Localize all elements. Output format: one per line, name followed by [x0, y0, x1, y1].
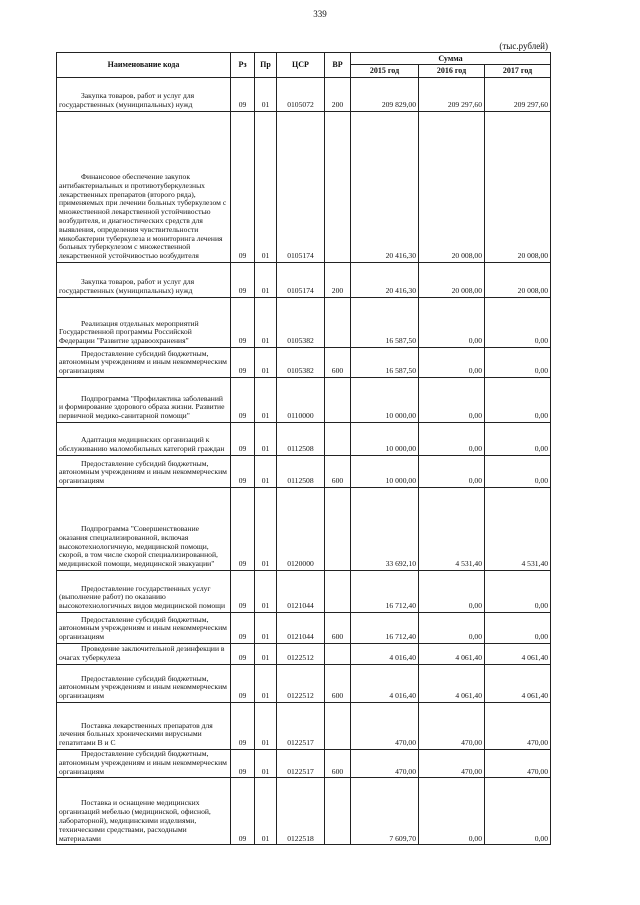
header-pr: Пр [255, 53, 277, 78]
row-pr: 01 [255, 488, 277, 571]
row-csr: 0121044 [277, 613, 325, 644]
row-name: Предоставление субсидий бюджетным, автономным учреждениям и иным некоммерческим организациям [59, 673, 227, 701]
row-value-2017: 0,00 [485, 423, 551, 456]
header-rz: Рз [231, 53, 255, 78]
table-row [57, 613, 551, 644]
row-rz: 09 [231, 378, 255, 423]
row-vr [325, 488, 351, 571]
row-rz: 09 [231, 665, 255, 703]
row-name-cell [57, 613, 231, 644]
header-vr: ВР [325, 53, 351, 78]
table-row [57, 571, 551, 613]
row-rz: 09 [231, 456, 255, 488]
row-name-cell [57, 750, 231, 778]
row-name: Подпрограмма "Профилактика заболеваний и формирование здорового образа жизни. Развитие первичной медико-санитарной помощи" [59, 393, 225, 421]
row-csr: 0105072 [277, 78, 325, 112]
table-row [57, 263, 551, 298]
row-value-2015: 7 609,70 [351, 778, 419, 845]
table-row [57, 378, 551, 423]
row-value-2016: 4 061,40 [419, 644, 485, 665]
header-year-2015: 2015 год [351, 65, 419, 78]
row-name: Предоставление субсидий бюджетным, автономным учреждениям и иным некоммерческим организациям [59, 348, 227, 376]
row-value-2016: 0,00 [419, 348, 485, 378]
table-row [57, 348, 551, 378]
row-name: Предоставление субсидий бюджетным, автономным учреждениям и иным некоммерческим организациям [59, 458, 227, 486]
table-row [57, 78, 551, 112]
row-pr: 01 [255, 644, 277, 665]
row-vr [325, 298, 351, 348]
row-rz: 09 [231, 778, 255, 845]
row-value-2017: 470,00 [485, 750, 551, 778]
row-name-cell [57, 456, 231, 488]
row-vr: 600 [325, 613, 351, 644]
row-vr: 600 [325, 665, 351, 703]
row-value-2016: 20 008,00 [419, 263, 485, 298]
row-csr: 0105382 [277, 348, 325, 378]
row-csr: 0122517 [277, 703, 325, 750]
row-csr: 0112508 [277, 423, 325, 456]
row-name-cell [57, 571, 231, 613]
row-name: Реализация отдельных мероприятий Государственной программы Российской Федерации "Развитие здравоохранения" [59, 318, 199, 346]
header-sum: Сумма [351, 53, 551, 65]
row-vr: 600 [325, 456, 351, 488]
row-value-2017: 470,00 [485, 703, 551, 750]
row-csr: 0110000 [277, 378, 325, 423]
table-row [57, 778, 551, 845]
row-value-2015: 10 000,00 [351, 456, 419, 488]
row-name-cell [57, 665, 231, 703]
row-rz: 09 [231, 571, 255, 613]
row-name: Закупка товаров, работ и услуг для государственных (муниципальных) нужд [59, 91, 195, 110]
row-name-cell [57, 378, 231, 423]
row-rz: 09 [231, 644, 255, 665]
row-vr [325, 644, 351, 665]
row-value-2017: 0,00 [485, 571, 551, 613]
row-rz: 09 [231, 348, 255, 378]
budget-table [56, 52, 551, 845]
row-value-2017: 4 061,40 [485, 665, 551, 703]
row-value-2017: 209 297,60 [485, 78, 551, 112]
row-name-cell [57, 644, 231, 665]
row-value-2016: 4 531,40 [419, 488, 485, 571]
row-value-2015: 16 587,50 [351, 348, 419, 378]
row-name: Предоставление государственных услуг (выполнение работ) по оказанию высокотехнологичных видов медицинской помощи [59, 583, 226, 611]
table-row [57, 750, 551, 778]
row-csr: 0105174 [277, 263, 325, 298]
table-row [57, 703, 551, 750]
row-name: Закупка товаров, работ и услуг для государственных (муниципальных) нужд [59, 277, 195, 296]
row-csr: 0122518 [277, 778, 325, 845]
row-vr [325, 778, 351, 845]
row-value-2016: 0,00 [419, 298, 485, 348]
row-vr [325, 423, 351, 456]
row-vr [325, 571, 351, 613]
row-name-cell [57, 703, 231, 750]
row-value-2015: 33 692,10 [351, 488, 419, 571]
row-name-cell [57, 78, 231, 112]
row-csr: 0105382 [277, 298, 325, 348]
row-value-2017: 4 061,40 [485, 644, 551, 665]
table-row [57, 112, 551, 263]
row-value-2015: 4 016,40 [351, 644, 419, 665]
row-csr: 0112508 [277, 456, 325, 488]
row-value-2015: 16 712,40 [351, 613, 419, 644]
row-name: Предоставление субсидий бюджетным, автономным учреждениям и иным некоммерческим организациям [59, 614, 227, 642]
table-row [57, 423, 551, 456]
row-value-2015: 10 000,00 [351, 378, 419, 423]
row-pr: 01 [255, 613, 277, 644]
row-csr: 0122512 [277, 665, 325, 703]
row-name-cell [57, 488, 231, 571]
row-pr: 01 [255, 778, 277, 845]
row-pr: 01 [255, 423, 277, 456]
table-row [57, 644, 551, 665]
row-vr: 200 [325, 263, 351, 298]
row-value-2017: 0,00 [485, 456, 551, 488]
row-value-2015: 16 587,50 [351, 298, 419, 348]
row-value-2015: 20 416,30 [351, 112, 419, 263]
row-pr: 01 [255, 78, 277, 112]
row-value-2015: 470,00 [351, 703, 419, 750]
row-vr [325, 112, 351, 263]
table-row [57, 665, 551, 703]
row-rz: 09 [231, 488, 255, 571]
row-value-2016: 209 297,60 [419, 78, 485, 112]
row-vr: 600 [325, 750, 351, 778]
row-vr [325, 378, 351, 423]
row-csr: 0120000 [277, 488, 325, 571]
row-value-2017: 20 008,00 [485, 112, 551, 263]
header-name: Наименование кода [57, 53, 231, 78]
header-csr: ЦСР [277, 53, 325, 78]
row-value-2017: 0,00 [485, 778, 551, 845]
row-value-2017: 0,00 [485, 613, 551, 644]
row-pr: 01 [255, 571, 277, 613]
row-value-2016: 470,00 [419, 703, 485, 750]
row-value-2017: 0,00 [485, 378, 551, 423]
row-value-2016: 0,00 [419, 378, 485, 423]
row-pr: 01 [255, 703, 277, 750]
row-value-2016: 0,00 [419, 456, 485, 488]
row-value-2016: 0,00 [419, 423, 485, 456]
table-row [57, 488, 551, 571]
units-label: (тыс.рублей) [499, 41, 548, 51]
row-value-2016: 0,00 [419, 778, 485, 845]
row-csr: 0122512 [277, 644, 325, 665]
row-pr: 01 [255, 263, 277, 298]
table-row [57, 456, 551, 488]
row-name-cell [57, 112, 231, 263]
row-pr: 01 [255, 665, 277, 703]
row-value-2015: 16 712,40 [351, 571, 419, 613]
row-name: Адаптация медицинских организаций к обслуживанию маломобильных категорий граждан [59, 435, 225, 454]
row-value-2015: 209 829,00 [351, 78, 419, 112]
row-csr: 0105174 [277, 112, 325, 263]
row-name: Предоставление субсидий бюджетным, автономным учреждениям и иным некоммерческим организациям [59, 749, 227, 776]
row-name-cell [57, 348, 231, 378]
row-rz: 09 [231, 263, 255, 298]
row-name: Проведение заключительной дезинфекции в очагах туберкулеза [59, 644, 225, 663]
row-pr: 01 [255, 378, 277, 423]
row-value-2016: 4 061,40 [419, 665, 485, 703]
row-name: Финансовое обеспечение закупок антибактериальных и противотуберкулезных лекарственных препаратов (второго ряда), применяемых при лечении больных туберкулезом с множественной лекарственной устойчивостью возбудителя, и диагностических средств для выявления, определения чувствительности микобактерии туберкулеза и мониторинга лечения больных туберкулезом с множественной лекарственной устойчивостью возбудителя [59, 172, 227, 261]
row-name-cell [57, 778, 231, 845]
row-name: Поставка и оснащение медицинских организаций мебелью (медицинской, офисной, лабораторной), медицинскими изделиями, техническими средствами, расходными материалами [59, 798, 211, 843]
row-vr [325, 703, 351, 750]
row-value-2016: 0,00 [419, 571, 485, 613]
table-row [57, 298, 551, 348]
row-name-cell [57, 423, 231, 456]
header-year-2016: 2016 год [419, 65, 485, 78]
row-name-cell [57, 298, 231, 348]
row-value-2017: 4 531,40 [485, 488, 551, 571]
row-rz: 09 [231, 703, 255, 750]
row-name-cell [57, 263, 231, 298]
row-value-2015: 20 416,30 [351, 263, 419, 298]
row-name: Поставка лекарственных препаратов для лечения больных хроническими вирусными гепатитами В и С [59, 720, 213, 748]
row-value-2017: 0,00 [485, 298, 551, 348]
row-csr: 0122517 [277, 750, 325, 778]
row-value-2016: 470,00 [419, 750, 485, 778]
row-pr: 01 [255, 112, 277, 263]
header-year-2017: 2017 год [485, 65, 551, 78]
row-value-2017: 0,00 [485, 348, 551, 378]
row-value-2016: 20 008,00 [419, 112, 485, 263]
row-vr: 200 [325, 78, 351, 112]
row-rz: 09 [231, 423, 255, 456]
row-rz: 09 [231, 750, 255, 778]
row-pr: 01 [255, 456, 277, 488]
row-vr: 600 [325, 348, 351, 378]
row-rz: 09 [231, 298, 255, 348]
row-value-2015: 4 016,40 [351, 665, 419, 703]
row-csr: 0121044 [277, 571, 325, 613]
row-value-2016: 0,00 [419, 613, 485, 644]
row-pr: 01 [255, 298, 277, 348]
row-rz: 09 [231, 613, 255, 644]
row-value-2015: 10 000,00 [351, 423, 419, 456]
row-value-2017: 20 008,00 [485, 263, 551, 298]
row-pr: 01 [255, 750, 277, 778]
page-number: 339 [313, 9, 327, 19]
row-rz: 09 [231, 112, 255, 263]
row-pr: 01 [255, 348, 277, 378]
row-rz: 09 [231, 78, 255, 112]
row-name: Подпрограмма "Совершенствование оказания специализированной, включая высокотехнологичную, медицинской помощи, скорой, в том числе скорой специализированной, медицинской помощи, медицинской эвакуации" [59, 524, 218, 569]
row-value-2015: 470,00 [351, 750, 419, 778]
